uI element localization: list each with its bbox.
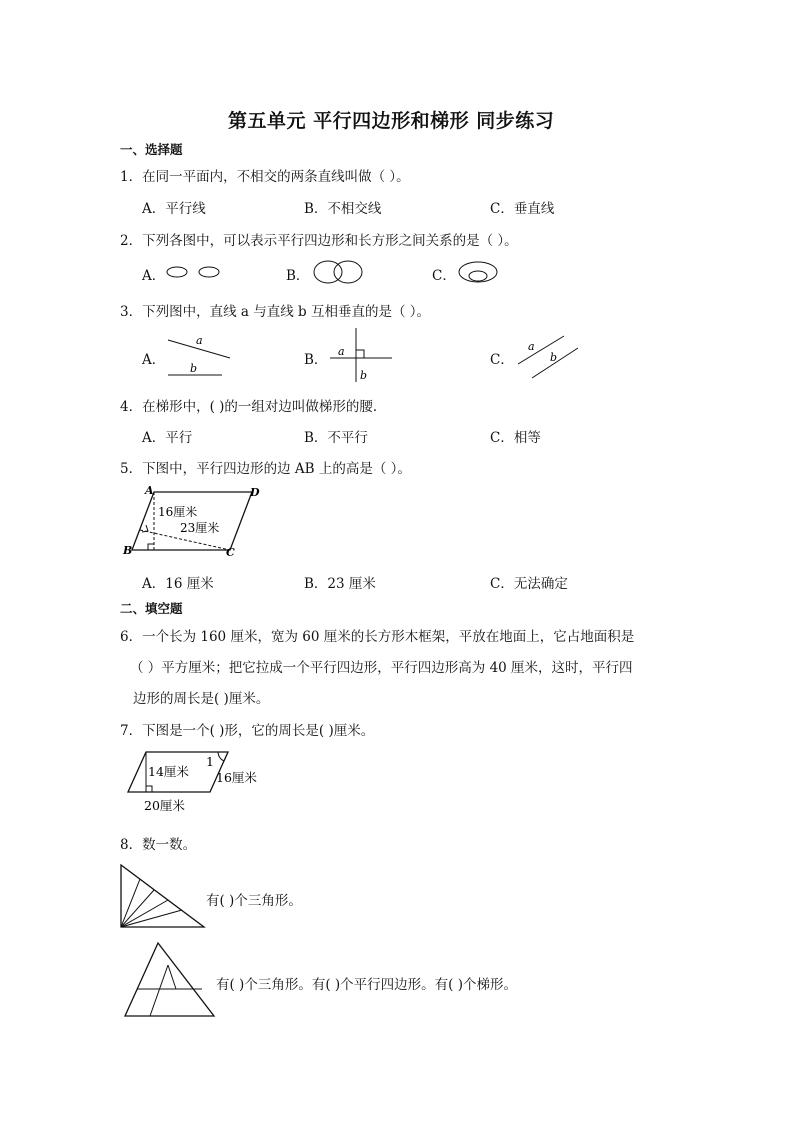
section-heading-fill: 二、填空题: [120, 601, 183, 616]
q7-label-angle-1: 1: [206, 754, 214, 769]
q3-figure-b-perpendicular-lines: [326, 326, 396, 384]
q5-label-D: D: [250, 486, 260, 499]
q2-figure-c-nested-ellipses: [454, 259, 504, 287]
q2-figure-b-overlapping-ellipses: [308, 259, 368, 287]
q4-option-b: B．不平行: [304, 430, 368, 446]
q3-b-label-a: a: [338, 345, 345, 358]
q3-b-label-b: b: [360, 369, 368, 382]
q3-a-label-b: b: [190, 362, 198, 375]
q5-label-A: A: [145, 484, 154, 497]
q5-label-16cm: 16厘米: [158, 505, 198, 519]
q3-a-label-a: a: [196, 334, 203, 347]
q3-c-label-a: a: [528, 340, 535, 353]
question-8: 8．数一数。: [120, 837, 197, 853]
q3-option-c: C．: [490, 352, 514, 368]
q5-label-C: C: [226, 546, 235, 559]
q5-option-b: B．23 厘米: [304, 576, 376, 592]
q5-label-B: B: [123, 544, 133, 557]
q7-parallelogram-figure: [118, 748, 268, 816]
q3-figure-a-lines: [160, 330, 240, 380]
q5-option-a: A．16 厘米: [142, 576, 214, 592]
q7-label-14cm: 14厘米: [148, 764, 189, 779]
question-4: 4．在梯形中，( )的一组对边叫做梯形的腰．: [120, 399, 387, 415]
q3-option-a: A．: [142, 352, 166, 368]
q5-parallelogram-figure: [120, 480, 270, 562]
q1-option-a: A．平行线: [142, 201, 206, 217]
q2-figure-a-separate-ellipses: [164, 262, 224, 282]
question-7: 7．下图是一个( )形，它的周长是( )厘米。: [120, 723, 375, 739]
q5-label-23cm: 23厘米: [180, 521, 220, 535]
question-6-line-1: 6．一个长为 160 厘米，宽为 60 厘米的长方形木框架，平放在地面上，它占地面积是: [120, 629, 635, 645]
question-6-line-2: （ ）平方厘米；把它拉成一个平行四边形，平行四边形高为 40 厘米，这时，平行四: [130, 660, 633, 676]
question-6-line-3: 边形的周长是( )厘米。: [133, 691, 270, 707]
q8-figure-1-fan-triangles: [118, 862, 208, 930]
q3-c-label-b: b: [550, 351, 558, 364]
q2-option-c: C．: [432, 268, 456, 284]
q4-option-a: A．平行: [142, 430, 193, 446]
q8-figure-1-answer: 有( )个三角形。: [206, 893, 302, 909]
q8-figure-2-divided-triangle: [120, 940, 220, 1020]
q7-label-20cm: 20厘米: [144, 798, 185, 813]
q7-label-16cm: 16厘米: [216, 770, 257, 785]
q1-option-b: B．不相交线: [304, 201, 382, 217]
q5-option-c: C．无法确定: [490, 576, 568, 592]
q3-option-b: B．: [304, 352, 328, 368]
section-heading-choice: 一、选择题: [120, 142, 183, 157]
q1-option-c: C．垂直线: [490, 201, 555, 217]
question-2: 2．下列各图中，可以表示平行四边形和长方形之间关系的是（ ）。: [120, 233, 518, 249]
question-3: 3．下列图中，直线 a 与直线 b 互相垂直的是（ ）。: [120, 304, 430, 320]
q8-figure-2-answer: 有( )个三角形。有( )个平行四边形。有( )个梯形。: [216, 977, 517, 993]
q3-figure-c-parallel-lines: [512, 330, 582, 382]
q4-option-c: C．相等: [490, 430, 541, 446]
q2-option-a: A．: [142, 268, 166, 284]
page-title: 第五单元 平行四边形和梯形 同步练习: [228, 110, 555, 132]
question-5: 5．下图中，平行四边形的边 AB 上的高是（ ）。: [120, 461, 411, 477]
q2-option-b: B．: [286, 268, 310, 284]
question-1: 1．在同一平面内，不相交的两条直线叫做（ ）。: [120, 169, 410, 185]
